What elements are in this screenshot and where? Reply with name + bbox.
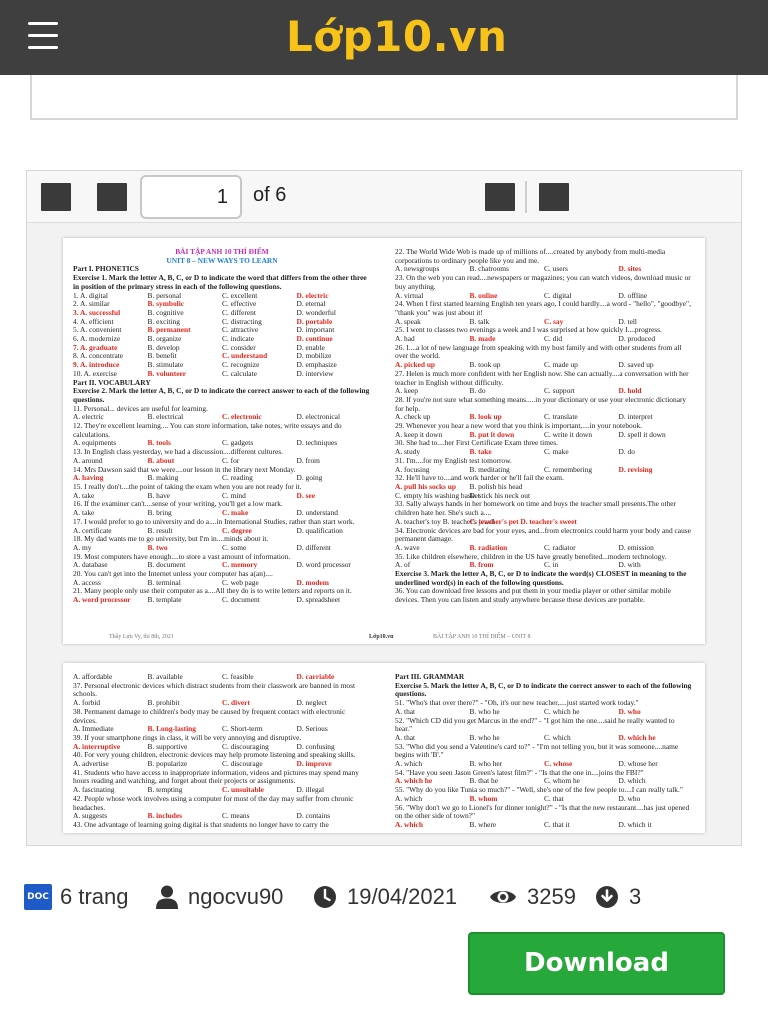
- views-count: 3259: [527, 884, 576, 909]
- answer-option: B. meditating: [469, 464, 510, 474]
- answer-option: A. certificate: [73, 525, 112, 535]
- answer-option: D. saved up: [618, 360, 654, 370]
- answer-option: C. means: [222, 811, 250, 821]
- meta-user[interactable]: [156, 884, 283, 910]
- doc-file-icon: DOC: [24, 884, 52, 910]
- answer-option: D. emission: [618, 542, 654, 552]
- divider: [30, 75, 32, 119]
- answer-option: A. having: [73, 473, 104, 483]
- answer-option: D. wonderful: [296, 307, 336, 317]
- answer-option: A. check up: [395, 412, 431, 422]
- answer-option: 10. A. exercise: [73, 368, 117, 378]
- answer-option: B. making: [147, 473, 179, 483]
- answer-option: A. study: [395, 447, 421, 457]
- meta-date: [313, 884, 457, 910]
- user-icon: [156, 885, 178, 909]
- answer-option: D. different: [296, 542, 331, 552]
- answer-option: D. modem: [296, 577, 329, 587]
- answer-option: D. eternal: [296, 299, 326, 309]
- answer-option: C. discourage: [222, 759, 263, 769]
- answer-option: D. hold: [618, 386, 642, 396]
- answer-option: A. advertise: [73, 759, 109, 769]
- answer-option: C. remembering: [544, 464, 593, 474]
- page1-left-column: [73, 248, 371, 605]
- answer-option: B. talk: [469, 316, 490, 326]
- answer-option: D. carriable: [296, 672, 335, 681]
- answer-option: D. sites: [618, 264, 642, 274]
- answer-option: D. interview: [296, 368, 334, 378]
- answer-option: C. say: [544, 316, 564, 326]
- answer-option: D. portable: [296, 316, 333, 326]
- downloads-count: 3: [629, 884, 642, 909]
- question-text: 51. "Who's that over there?" - "Oh, it's our new teacher,....just started work today.": [395, 698, 639, 708]
- doc-title: BÀI TẬP ANH 10 THÍ ĐIỂM: [175, 247, 269, 256]
- answer-option: B. electrical: [147, 412, 184, 422]
- answer-option: D. important: [296, 325, 335, 335]
- answer-option: B. document: [147, 560, 186, 570]
- answer-option: C. memory: [222, 560, 258, 570]
- last-page-button[interactable]: [539, 183, 569, 211]
- answer-option: B. from: [469, 560, 494, 570]
- answer-option: B. about: [147, 455, 175, 465]
- answer-option: B. prohibit: [147, 698, 180, 708]
- answer-option: A. electric: [73, 412, 104, 422]
- answer-option: B. do: [469, 386, 486, 396]
- site-logo[interactable]: Lớp10.vn: [286, 12, 508, 61]
- question-text: 19. Most computers have enough....to store a vast amount of information.: [73, 551, 291, 561]
- answer-option: B. volunteer: [147, 368, 187, 378]
- answer-option: D. illegal: [296, 785, 325, 795]
- answer-option: B. radiation: [469, 542, 508, 552]
- answer-option: B. supportive: [147, 741, 188, 751]
- section-heading: Exercise 5. Mark the letter A, B, C, or D to indicate the correct answer to each of the following questions.: [395, 680, 692, 699]
- answer-option: D. which he: [618, 732, 656, 742]
- question-text: 22. The World Wide Web is made up of millions of....created by anybody from multi-media corporations to ordinary people like you and me.: [395, 247, 666, 265]
- menu-icon[interactable]: [28, 22, 58, 50]
- answer-option: C. made up: [544, 360, 578, 370]
- answer-option: D. electric: [296, 290, 329, 300]
- answer-option: D. revising: [618, 464, 653, 474]
- answer-option: D. understand: [296, 508, 338, 518]
- answer-option: A. newsgroups: [395, 264, 440, 274]
- answer-option: C. distracting: [222, 316, 262, 326]
- answer-option: C. discouraging: [222, 741, 269, 751]
- answer-option: B. benefit: [147, 351, 177, 361]
- answer-option: C. users: [544, 264, 568, 274]
- answer-options-row: [395, 821, 693, 830]
- answer-option: D. which it: [618, 819, 652, 829]
- answer-option: B. template: [147, 595, 182, 605]
- answer-option: 4. A. efficient: [73, 316, 114, 326]
- eye-icon: [489, 887, 517, 907]
- answer-option: B. cognitive: [147, 307, 184, 317]
- answer-option: A. had: [395, 334, 415, 344]
- page-footer-left: Thầy Lưu Vy, thí 8th, 2021: [109, 634, 174, 640]
- question-text: 35. Like children elsewhere, children in the US have greatly benefited...modern technology.: [395, 551, 667, 561]
- question-text: 40. For very young children, electronic devices may help promote listening and speaking skills.: [73, 750, 356, 760]
- answer-option: B. terminal: [147, 577, 181, 587]
- answer-option: B. chatrooms: [469, 264, 509, 274]
- question-text: 16. If the examiner can't....sense of your writing, you'll get a low mark.: [73, 499, 283, 509]
- answer-option: B. put it down: [469, 429, 515, 439]
- question-text: 12. They're excellent learning.... You can store information, take notes, write essays and do calculations.: [73, 421, 342, 439]
- next-page-button[interactable]: [485, 183, 515, 211]
- answer-option: D. tell: [618, 316, 637, 326]
- question-text: 20. You can't get into the Internet unless your computer has a(an)....: [73, 569, 273, 579]
- answer-option: D. improve: [296, 759, 332, 769]
- answer-option: B. who her: [469, 759, 503, 769]
- question-text: 33. Sally always hands in her homework on time and buys the teacher small presents.The other children hate her. She's such a....: [395, 499, 676, 518]
- page-footer-right: BÀI TẬP ANH 10 THÍ ĐIỂM – UNIT 8: [433, 634, 531, 640]
- answer-option: A. fascinating: [73, 785, 115, 795]
- section-heading: Part III. GRAMMAR: [395, 672, 465, 681]
- question-list: [73, 265, 371, 604]
- answer-option: C. document: [222, 595, 260, 605]
- divider: [736, 75, 738, 119]
- answer-option: B. bring: [147, 508, 172, 518]
- answer-option: B. have: [147, 490, 171, 500]
- question-text: 37. Personal electronic devices which distract students from their classwork are banned in most schools.: [73, 680, 355, 699]
- answer-option: D. contains: [296, 811, 331, 821]
- answer-option: B. two: [147, 542, 168, 552]
- answer-option: C. radiator: [544, 542, 576, 552]
- answer-option: C. which: [544, 732, 571, 742]
- meta-pages: [24, 884, 129, 910]
- answer-option: 5. A. convenient: [73, 325, 122, 335]
- answer-option: A. equipments: [73, 438, 117, 448]
- answer-option: D. from: [296, 455, 320, 465]
- answer-option: A. that: [395, 706, 416, 716]
- question-text: 14. Mrs Dawson said that we were....our lesson in the library next Monday.: [73, 464, 296, 474]
- answer-option: D. word processor: [296, 560, 351, 570]
- question-text: 26. I....a lot of new language from speaking with my host family and with other students from all over the world.: [395, 342, 682, 361]
- answer-option: D. with: [618, 560, 641, 570]
- question-text: 34. Electronic devices are bad for your eyes, and...from electronics could harm your body and cause permanent damage.: [395, 525, 691, 544]
- answer-option: A. which: [395, 793, 423, 803]
- answer-option: C. that: [544, 793, 564, 803]
- answer-option: D. produced: [618, 334, 656, 344]
- answer-option: B. polish his head: [469, 481, 523, 491]
- answer-option: C. digital: [544, 290, 572, 300]
- answer-option: A. pull his socks up: [395, 481, 457, 491]
- uploader-name: ngocvu90: [188, 884, 284, 909]
- page1-right-column: [395, 248, 693, 605]
- question-text: 29. Whenever you hear a new word that you think is important,....in your notebook.: [395, 421, 642, 431]
- answer-option: D. see: [296, 490, 315, 500]
- answer-option: A. which he: [395, 776, 433, 786]
- answer-option: D. offline: [618, 290, 648, 300]
- question-text: 43. One advantage of learning going digital is that students no longer have to carry the: [73, 819, 329, 829]
- answer-option: A. Immediate: [73, 724, 114, 734]
- answer-option: B. personal: [147, 290, 182, 300]
- answer-option: D. enable: [296, 342, 325, 352]
- answer-option: C. empty his washing basket: [395, 490, 480, 500]
- answer-option: D. which: [618, 776, 646, 786]
- answer-option: B. available: [147, 672, 183, 681]
- answer-option: B. who he: [469, 706, 500, 716]
- answer-option: C. attractive: [222, 325, 259, 335]
- question-text: 41. Students who have access to inappropriate information, videos and pictures may spend many hours reading and watching, and forget about their projects or assignments.: [73, 767, 359, 786]
- document-viewer: [26, 170, 742, 846]
- answer-option: C. recognize: [222, 360, 260, 370]
- answer-option: C. some: [222, 542, 247, 552]
- answer-option: B. tools: [147, 438, 171, 448]
- answer-option: B. permanent: [147, 325, 191, 335]
- question-text: 39. If your smartphone rings in class, it will be very annoying and disruptive.: [73, 732, 302, 742]
- question-text: 18. My dad wants me to go university, but I'm in....minds about it.: [73, 534, 269, 544]
- answer-option: 9. A. introduce: [73, 360, 120, 370]
- answer-option: B. result: [147, 525, 173, 535]
- pages-count: 6 trang: [60, 884, 129, 909]
- answer-option: A. my: [73, 542, 92, 552]
- question-text: 32. He'll have to....and work harder or he'll fail the exam.: [395, 473, 564, 483]
- answer-option: C. teacher's pet D. teacher's sweet: [469, 516, 577, 526]
- answer-option: 7. A. graduate: [73, 342, 118, 352]
- answer-option: A. interruptive: [73, 741, 121, 751]
- answer-option: A. picked up: [395, 360, 436, 370]
- answer-option: C. excellent: [222, 290, 258, 300]
- question-text: 23. On the web you can read....newspapers or magazines; you can watch videos, download music or buy anything.: [395, 273, 691, 291]
- answer-option: A. keep: [395, 386, 418, 396]
- answer-option: B. online: [469, 290, 498, 300]
- answer-option: D. who: [618, 706, 641, 716]
- question-text: 53. "Who did you send a Valentine's card to?" - "I'm not telling you, but it was someone....name begins with 'B'.": [395, 741, 679, 760]
- answer-option: A. that: [395, 732, 416, 742]
- question-text: 38. Permanent damage to children's body may be caused by frequent contact with electronic devices.: [73, 706, 346, 725]
- answer-option: C. consider: [222, 342, 256, 352]
- answer-option: C. support: [544, 386, 575, 396]
- upload-date: 19/04/2021: [347, 884, 458, 909]
- answer-option: C. indicate: [222, 334, 255, 344]
- answer-option: C. did: [544, 334, 563, 344]
- answer-option: A. database: [73, 560, 108, 570]
- answer-option: C. reading: [222, 473, 253, 483]
- answer-option: 6. A. modernize: [73, 334, 121, 344]
- question-text: 15. I really don't....the point of taking the exam when you are not ready for it.: [73, 481, 302, 491]
- answer-option: B. that he: [469, 776, 499, 786]
- page-total-label: of 6: [253, 184, 287, 206]
- answer-option: C. web page: [222, 577, 259, 587]
- answer-option: B. whom: [469, 793, 498, 803]
- answer-option: [619, 483, 694, 492]
- answer-option: C. whose: [544, 759, 573, 769]
- answer-option: C. unsuitable: [222, 785, 264, 795]
- answer-option: C. for: [222, 455, 240, 465]
- answer-option: A. word processor: [73, 595, 131, 605]
- answer-option: C. write it down: [544, 429, 593, 439]
- prev-page-button[interactable]: [97, 183, 127, 211]
- answer-option: C. which he: [544, 706, 580, 716]
- answer-option: 8. A. concentrate: [73, 351, 124, 361]
- answer-option: B. who he: [469, 732, 500, 742]
- section-heading: Part II. VOCABULARY: [73, 377, 151, 387]
- answer-option: C. understand: [222, 351, 268, 361]
- answer-option: C. feasible: [222, 672, 254, 681]
- doc-subtitle: UNIT 8 – NEW WAYS TO LEARN: [166, 255, 278, 265]
- answer-option: D. spell it down: [618, 429, 666, 439]
- answer-options-row: [73, 596, 371, 605]
- question-text: 13. In English class yesterday, we had a discussion....different cultures.: [73, 447, 283, 457]
- answer-option: C. gadgets: [222, 438, 254, 448]
- answer-option: D. who: [618, 793, 641, 803]
- question-text: 54. "Have you seen Jason Green's latest film?" - "Is that the one in....joins the FBI?": [395, 767, 644, 777]
- answer-option: D. mobilize: [296, 351, 332, 361]
- question-text: 55. "Why do you like Tunia so much?" - "Well, she's one of the few people to....I can really talk.": [395, 785, 683, 795]
- answer-option: A. around: [73, 455, 103, 465]
- section-heading: Exercise 1. Mark the letter A, B, C, or D to indicate the word that differs from the other three in position of the primary stress in each of the following questions.: [73, 273, 367, 291]
- answer-option: C. different: [222, 307, 256, 317]
- question-text: 56. "Why don't we go to Lionel's for dinner tonight?" - "Is that the new restaurant....has just opened on the other side of town?": [395, 802, 690, 821]
- answer-option: D. interpret: [618, 412, 653, 422]
- answer-option: B. popularize: [147, 759, 188, 769]
- question-text: 36. You can download free lessons and put them in your media player or other similar mobile devices. Then you can listen and study anywhere because these devices are portable.: [395, 586, 671, 605]
- answer-option: C. Short-term: [222, 724, 263, 734]
- meta-views: [489, 884, 576, 910]
- question-text: 30. She had to....her First Certificate Exam three times.: [395, 438, 558, 448]
- answer-option: C. in: [544, 560, 559, 570]
- document-meta: [24, 878, 744, 918]
- answer-option: B. organize: [147, 334, 182, 344]
- answer-option: 1. A. digital: [73, 290, 108, 300]
- answer-option: B. where: [469, 819, 497, 829]
- answer-option: B. take: [469, 447, 492, 457]
- section-heading: Exercise 2. Mark the letter A, B, C, or D to indicate the correct answer to each of the following questions.: [73, 386, 370, 404]
- answer-option: D. Serious: [296, 724, 328, 734]
- answer-option: A. teacher's toy B. teacher's jewel: [395, 516, 495, 526]
- divider: [30, 118, 738, 120]
- answer-option: C. that it: [544, 819, 570, 829]
- answer-option: 2. A. similar: [73, 299, 110, 309]
- clock-icon: [313, 885, 337, 909]
- toolbar-separator: [525, 181, 527, 213]
- answer-option: A. affordable: [73, 672, 113, 681]
- answer-option: D. going: [296, 473, 323, 483]
- question-text: 52. "Which CD did you get Marcus in the end?" - "I got him the one....said he really wanted to hear.": [395, 715, 675, 734]
- answer-option: B. develop: [147, 342, 180, 352]
- question-text: 21. Many people only use their computer as a....All they do is to write letters and reports on it.: [73, 586, 352, 596]
- page2-left-column: [73, 673, 371, 830]
- answer-option: A. suggests: [73, 811, 108, 821]
- document-page-1: [63, 238, 705, 644]
- section-heading: Exercise 3. Mark the letter A, B, C, or D to indicate the word(s) CLOSEST in meaning to the underlined word(s) in each of the following questions.: [395, 569, 687, 587]
- answer-option: D. electronical: [296, 412, 340, 422]
- answer-option: A. which: [395, 819, 423, 829]
- section-heading: Part I. PHONETICS: [73, 264, 139, 274]
- answer-option: C. calculate: [222, 368, 257, 378]
- answer-option: D. qualification: [296, 525, 343, 535]
- first-page-button[interactable]: [41, 183, 71, 211]
- answer-option: A. keep it down: [395, 429, 443, 439]
- answer-option: D. stick his neck out: [469, 490, 531, 500]
- answer-option: D. spreadsheet: [296, 595, 341, 605]
- answer-option: B. tempting: [147, 785, 183, 795]
- answer-option: C. divert: [222, 698, 250, 708]
- answer-option: D. continue: [296, 334, 333, 344]
- answer-option: D. techniques: [296, 438, 338, 448]
- answer-option: C. translate: [544, 412, 578, 422]
- answer-option: B. exciting: [147, 316, 180, 326]
- answer-option: A. wave: [395, 542, 420, 552]
- question-text: 28. If you're not sure what something means.....in your dictionary or use your electronic dictionary for help.: [395, 394, 687, 413]
- question-text: 42. People whose work involves using a computer for most of the day may suffer from chronic headaches.: [73, 793, 354, 812]
- answer-option: B. stimulate: [147, 360, 184, 370]
- answer-option: A. take: [73, 490, 95, 500]
- page-number-input[interactable]: [140, 175, 242, 219]
- answer-option: A. forbid: [73, 698, 101, 708]
- top-bar: [0, 0, 768, 75]
- answer-option: C. mind: [222, 490, 246, 500]
- download-circle-icon: [595, 885, 619, 909]
- page-footer-mid: Lớp10.vn: [369, 634, 394, 640]
- answer-option: A. virtual: [395, 290, 424, 300]
- meta-downloads: [595, 884, 641, 910]
- answer-option: B. Long-lasting: [147, 724, 196, 734]
- answer-option: C. make: [222, 508, 249, 518]
- answer-option: D. emphasize: [296, 360, 337, 370]
- download-button[interactable]: Download: [468, 932, 725, 995]
- answer-option: A. take: [73, 508, 95, 518]
- viewer-toolbar: [27, 171, 741, 223]
- question-text: 25. I went to classes two evenings a week and I was surprised at how quickly I....progress.: [395, 325, 662, 335]
- answer-option: B. includes: [147, 811, 182, 821]
- answer-option: D. neglect: [296, 698, 327, 708]
- answer-option: A. access: [73, 577, 101, 587]
- question-text: 11. Personal... devices are useful for learning.: [73, 403, 208, 413]
- answer-option: D. do: [618, 447, 635, 457]
- question-text: 31. I'm....for my English test tomorrow.: [395, 455, 512, 465]
- answer-option: C. make: [544, 447, 569, 457]
- question-text: 27. Helen is much more confident with her English now. She can actually....a conversation with her teacher in English without difficulty.: [395, 368, 689, 387]
- answer-option: A. focusing: [395, 464, 430, 474]
- answer-option: D. whose her: [618, 759, 658, 769]
- answer-option: B. took up: [469, 360, 501, 370]
- answer-option: C. degree: [222, 525, 252, 535]
- answer-option: B. look up: [469, 412, 502, 422]
- question-text: 17. I would prefer to go to university and do a....in International Studies, rather than start work.: [73, 516, 355, 526]
- answer-option: B. made: [469, 334, 496, 344]
- answer-option: 3. A. successful: [73, 307, 121, 317]
- answer-option: B. symbolic: [147, 299, 185, 309]
- answer-option: A. speak: [395, 316, 421, 326]
- answer-option: D. confusing: [296, 741, 335, 751]
- answer-option: A. which: [395, 759, 423, 769]
- answer-option: A. of: [395, 560, 411, 570]
- answer-option: C. electronic: [222, 412, 262, 422]
- document-page-2: [63, 663, 705, 833]
- page2-right-column: [395, 673, 693, 830]
- answer-option: C. effective: [222, 299, 257, 309]
- answer-option: C. whom he: [544, 776, 580, 786]
- question-text: 24. When I first started learning English ten years ago, I could hardly....a word - "hello", "goodbye", "thank you" was just about it!: [395, 299, 691, 317]
- answer-option: [544, 483, 619, 492]
